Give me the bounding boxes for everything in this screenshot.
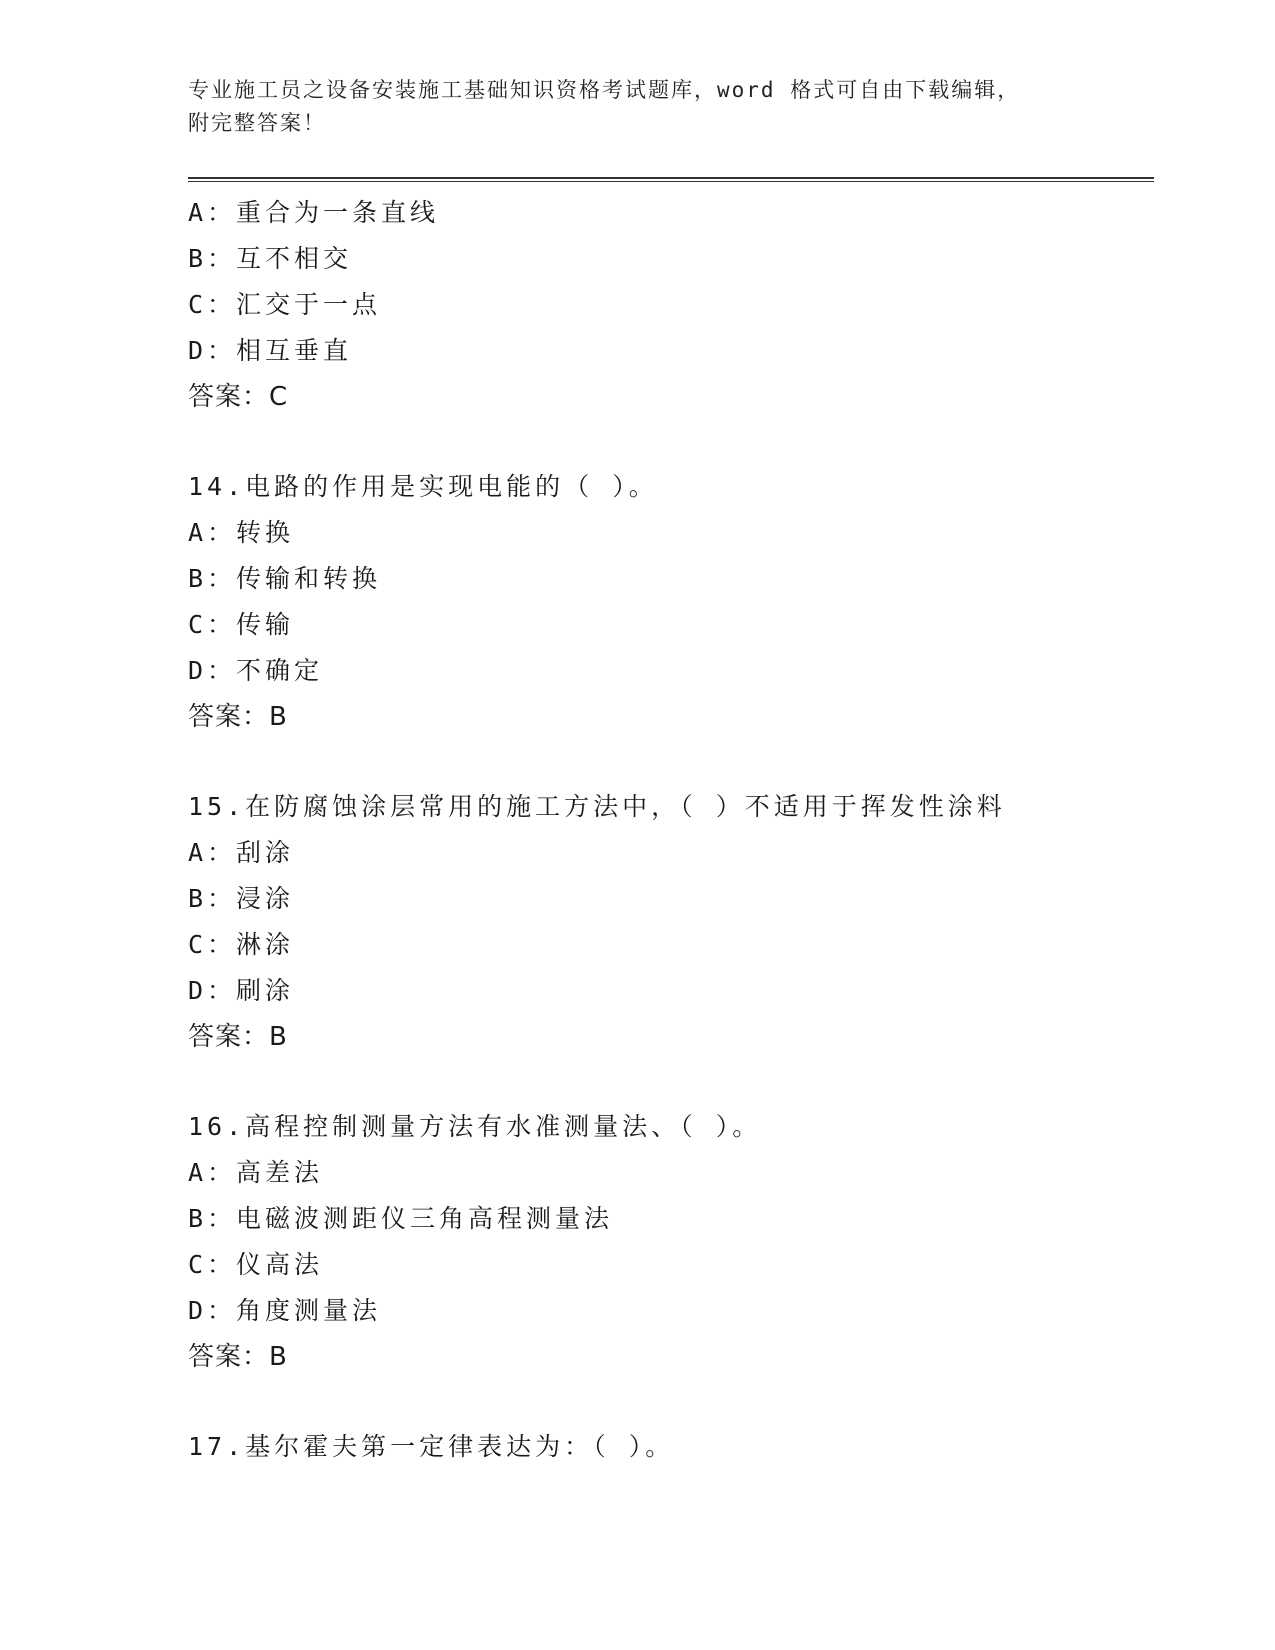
question-block-15 [188, 784, 1154, 1060]
option-c: C：汇交于一点 [188, 290, 382, 319]
block-spacer [188, 420, 1154, 464]
option-b: B：浸涂 [188, 884, 295, 913]
question-text: 16.高程控制测量方法有水准测量法、（ ）。 [188, 1112, 762, 1141]
question-block-17 [188, 1424, 1154, 1470]
header-title-line-2: 附完整答案！ [188, 111, 326, 135]
header-divider [188, 177, 1154, 182]
option-c: C：传输 [188, 610, 295, 639]
option-b: B：传输和转换 [188, 564, 382, 593]
question-block-13 [188, 190, 1154, 420]
answer-line: 答案：B [188, 1022, 288, 1052]
option-a: A：转换 [188, 518, 295, 547]
question-text: 14.电路的作用是实现电能的（ ）。 [188, 472, 658, 501]
option-b: B：互不相交 [188, 244, 353, 273]
block-spacer [188, 1060, 1154, 1104]
question-text: 17.基尔霍夫第一定律表达为：（ ）。 [188, 1432, 675, 1461]
block-spacer [188, 1380, 1154, 1424]
option-d: D：刷涂 [188, 976, 295, 1005]
answer-line: 答案：B [188, 702, 288, 732]
question-block-14 [188, 464, 1154, 740]
option-a: A：重合为一条直线 [188, 198, 440, 227]
option-a: A：高差法 [188, 1158, 324, 1187]
header-title-line-1: 专业施工员之设备安装施工基础知识资格考试题库，word 格式可自由下载编辑， [188, 78, 1021, 102]
question-list [188, 190, 1154, 1470]
option-d: D：角度测量法 [188, 1296, 382, 1325]
block-spacer [188, 740, 1154, 784]
answer-line: 答案：C [188, 382, 289, 412]
document-header [188, 74, 1088, 140]
option-d: D：相互垂直 [188, 336, 353, 365]
option-a: A：刮涂 [188, 838, 295, 867]
option-c: C：淋涂 [188, 930, 295, 959]
answer-line: 答案：B [188, 1342, 288, 1372]
option-d: D：不确定 [188, 656, 324, 685]
question-text: 15.在防腐蚀涂层常用的施工方法中，（ ）不适用于挥发性涂料 [188, 792, 1006, 821]
question-block-16 [188, 1104, 1154, 1380]
option-c: C：仪高法 [188, 1250, 324, 1279]
option-b: B：电磁波测距仪三角高程测量法 [188, 1204, 614, 1233]
